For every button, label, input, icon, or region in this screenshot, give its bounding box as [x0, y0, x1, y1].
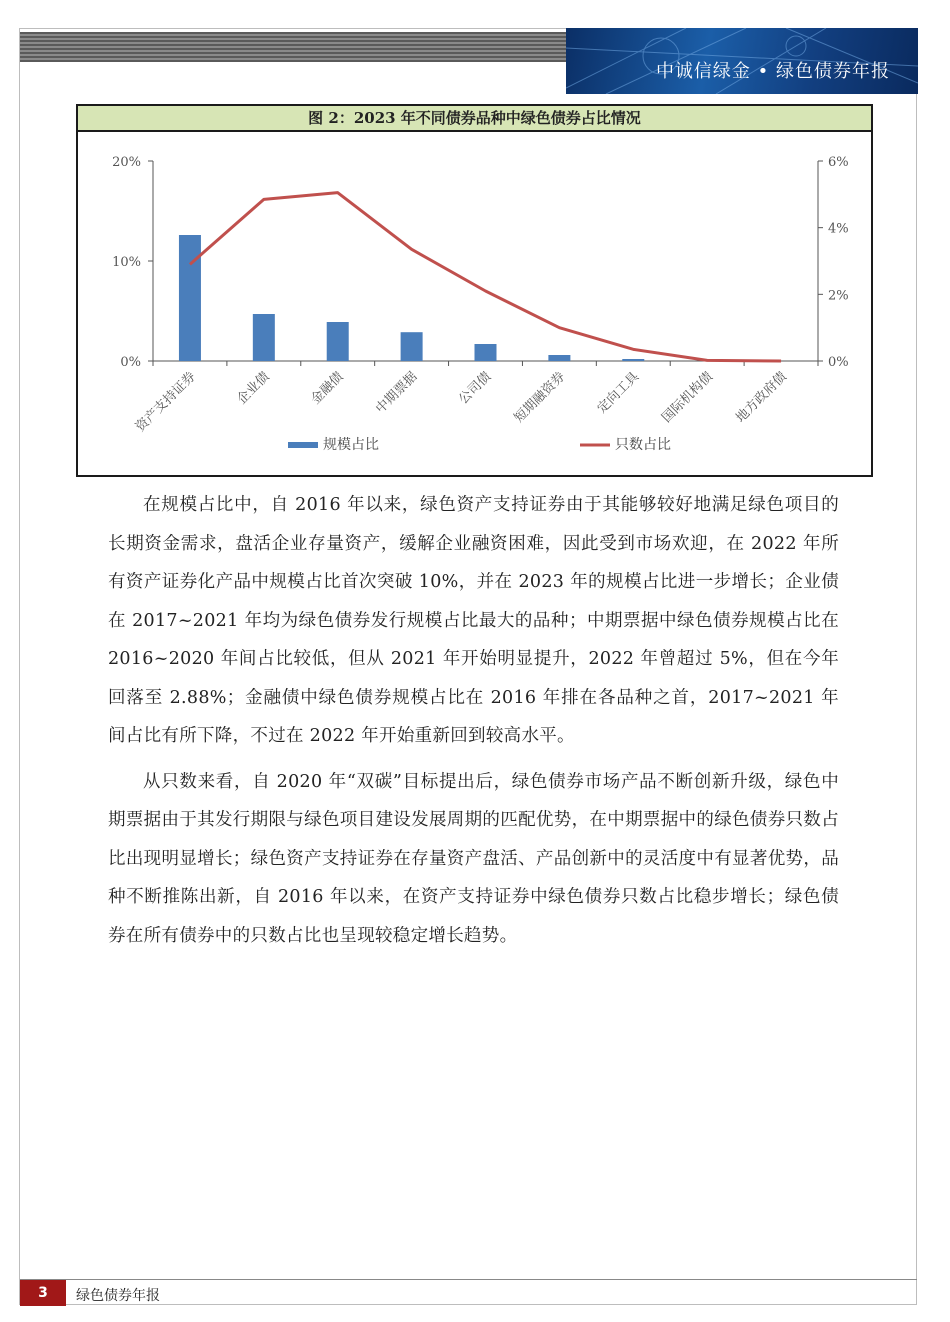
bar-规模占比 [622, 359, 644, 361]
left-axis-tick-label: 20% [112, 155, 141, 170]
chart-figure [76, 104, 873, 477]
header-banner [566, 28, 918, 94]
legend-label-bar: 规模占比 [323, 437, 379, 453]
paragraph: 在规模占比中，自 2016 年以来，绿色资产支持证券由于其能够较好地满足绿色项目的长期资金需求，盘活企业存量资产，缓解企业融资困难，因此受到市场欢迎，在 2022 年所有资产证券化产品中规模占比首次突破 10%，并在 2023 年的规模占比进一步增长；企业债在 2017~2021 年均为绿色债券发行规模占比最大的品种；中期票据中绿色债券规模占比在 2016~2020 年间占比较低，但从 2021 年开始明显提升，2022 年曾超过 5%，但在今年回落至 2.88%；金融债中绿色债券规模占比在 2016 年排在各品种之首，2017~2021 年间占比有所下降，不过在 2022 年开始重新回到较高水平。 [108, 495, 839, 746]
paragraph: 从只数来看，自 2020 年“双碳”目标提出后，绿色债券市场产品不断创新升级，绿色中期票据由于其发行期限与绿色项目建设发展周期的匹配优势，在中期票据中的绿色债券只数占比出现明显增长；绿色资产支持证券在存量资产盘活、产品创新中的灵活度中有显著优势，品种不断推陈出新，自 2016 年以来，在资产支持证券中绿色债券只数占比稳步增长；绿色债券在所有债券中的只数占比也呈现较稳定增长趋势。 [108, 771, 839, 946]
page-number: 3 [20, 1280, 66, 1306]
bar-规模占比 [327, 322, 349, 361]
right-axis-tick-label: 6% [828, 155, 849, 170]
x-axis-category-label: 地方政府债 [733, 369, 790, 426]
footer-divider [20, 1279, 917, 1280]
x-axis-category-label: 企业债 [234, 369, 273, 408]
line-只数占比 [190, 193, 781, 361]
right-axis-tick-label: 4% [828, 221, 849, 237]
x-axis-category-label: 短期融资券 [511, 369, 569, 426]
footer-label: 绿色债券年报 [76, 1288, 160, 1304]
right-axis-tick-label: 2% [828, 288, 849, 304]
x-axis-category-label: 金融债 [308, 369, 347, 408]
bar-规模占比 [475, 344, 497, 361]
legend-swatch-bar [288, 442, 318, 448]
x-axis-category-label: 资产支持证券 [133, 369, 199, 435]
x-axis-category-label: 公司债 [456, 369, 495, 408]
body-text [108, 486, 839, 962]
bar-规模占比 [253, 314, 275, 361]
bar-规模占比 [179, 235, 201, 361]
legend-label-line: 只数占比 [615, 437, 671, 453]
left-axis-tick-label: 10% [112, 255, 141, 270]
bar-规模占比 [548, 355, 570, 361]
chart-canvas [78, 106, 871, 475]
report-header-title: 中诚信绿金 • 绿色债券年报 [655, 61, 890, 82]
bar-规模占比 [401, 332, 423, 361]
left-axis-tick-label: 0% [120, 355, 141, 370]
x-axis-category-label: 国际机构债 [659, 369, 716, 426]
right-axis-tick-label: 0% [828, 355, 849, 370]
header-stripes [20, 32, 568, 62]
x-axis-category-label: 定向工具 [594, 369, 643, 417]
chart-title: 图 2：2023 年不同债券品种中绿色债券占比情况 [78, 106, 871, 132]
x-axis-category-label: 中期票据 [373, 369, 421, 417]
